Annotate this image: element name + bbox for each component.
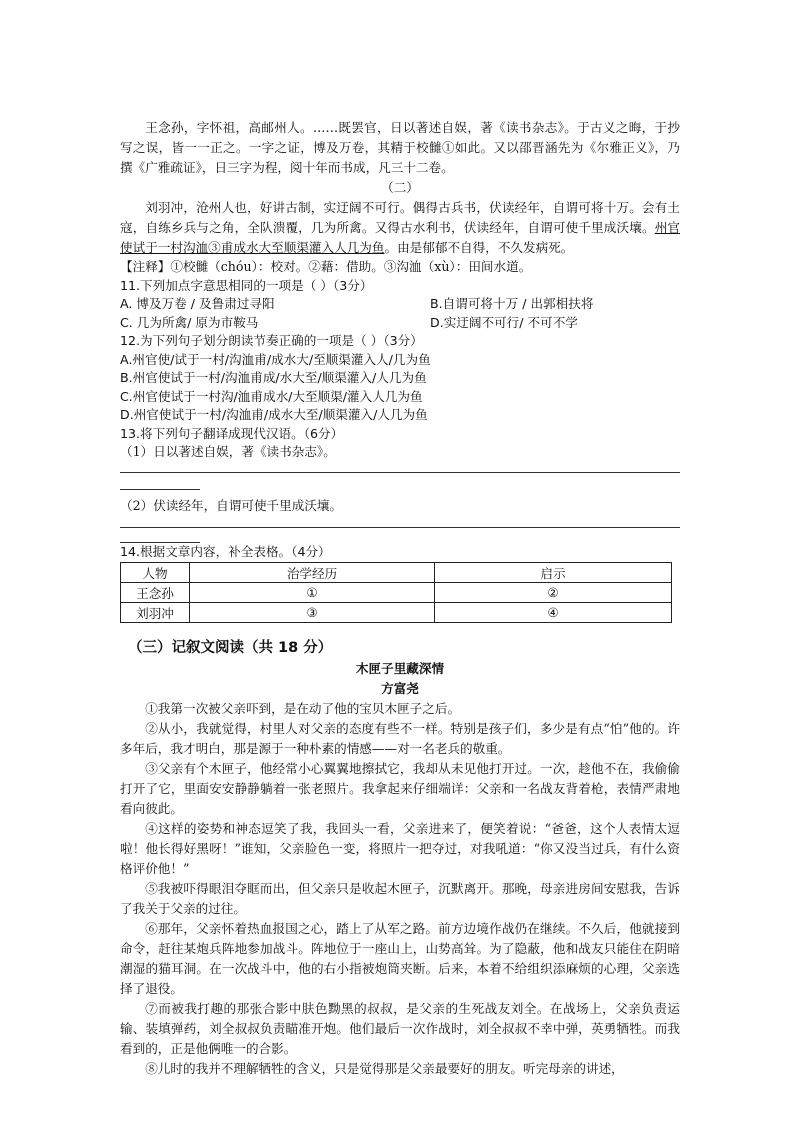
passage-2-text-a: 刘羽冲，沧州人也，好讲古制，实迂阔不可行。偶得古兵书，伏读经年，自谓可将十万。会有土寇，自练乡兵与之角，全队溃覆，几为所禽。又得古水利书，伏读经年，自谓可使千里成沃壤。	[120, 200, 680, 235]
question-11-options-cd	[120, 314, 680, 333]
q12-option-b: B.州官使试于一村/沟洫甫成/水大至/顺渠灌入/人几为鱼	[120, 370, 427, 385]
q12-option-a: A.州官使/试于一村/沟洫甫/成水大/至顺渠灌入人/几为鱼	[120, 351, 431, 367]
question-14-stem: 14.根据文章内容，补全表格。（4分）	[120, 544, 331, 559]
passage-2-heading: （二）	[381, 180, 419, 195]
table-cell-person: 刘羽冲	[121, 602, 190, 622]
question-11-options-ab	[120, 295, 680, 314]
q14-table	[120, 562, 672, 623]
q13-sentence-1: （1）日以著述自娱，著《读书杂志》。	[120, 444, 336, 459]
q11-option-a: A. 博及万卷 / 及鲁肃过寻阳	[120, 296, 275, 311]
passage-2-underlined-sentence: 州官使试于一村沟洫③甫成水大至顺渠灌入人几为鱼	[120, 220, 681, 255]
table-cell-blank[interactable]: ①	[190, 582, 435, 602]
story-paragraph: ⑦而被我打趣的那张合影中肤色黝黑的叔叔，是父亲的生死战友刘全。在战场上，父亲负责运输、装填弹药，刘全叔叔负责瞄准开炮。他们最后一次作战时，刘全叔叔不幸中弹，英勇牺牲。而我看到的，正是他俩唯一的合影。	[120, 1000, 680, 1056]
table-cell-person: 王念孙	[121, 582, 190, 602]
q11-option-c: C. 几为所禽/ 原为市鞍马	[120, 314, 259, 330]
table-cell-blank[interactable]: ④	[435, 602, 672, 622]
question-12-stem: 12.为下列句子划分朗读节奏正确的一项是（ ）（3分）	[120, 333, 423, 348]
passage-2	[120, 198, 680, 258]
question-13-stem: 13.将下列句子翻译成现代汉语。（6分）	[120, 425, 344, 441]
story-paragraph: ⑧儿时的我并不理解牺牲的含义，只是觉得那是父亲最要好的朋友。听完母亲的讲述，	[145, 1060, 624, 1076]
table-cell-blank[interactable]: ③	[190, 602, 435, 622]
story-paragraph: ②从小，我就觉得，村里人对父亲的态度有些不一样。特别是孩子们，多少是有点“怕”他的。许多年后，我才明白，那是源于一种朴素的情感——对一名老兵的敬重。	[120, 720, 680, 756]
table-row	[121, 602, 672, 622]
story-author: 方富尧	[381, 680, 419, 696]
table-header-insight: 启示	[435, 562, 672, 582]
passage-2-text-b: 。由是郁郁不自得，不久发病死。	[384, 240, 574, 255]
q13-sentence-2: （2）伏读经年，自谓可使千里成沃壤。	[120, 497, 343, 513]
table-header-experience: 治学经历	[190, 562, 435, 582]
story-paragraph: ⑥那年，父亲怀着热血报国之心，踏上了从军之路。前方边境作战仍在继续。不久后，他就接到命令，赶往某炮兵阵地参加战斗。阵地位于一座山上，山势高耸。为了隐蔽，他和战友只能住在阴暗潮湿的猫耳洞。在一次战斗中，他的右小指被炮筒夹断。后来，本着不给组织添麻烦的心理，父亲选择了退役。	[120, 920, 680, 996]
q11-option-b: B.自谓可将十万 / 出郭相扶将	[430, 296, 594, 311]
exam-page	[120, 118, 680, 1079]
annotation-notes: 【注释】①校雠（chóu）：校对。②藉：借助。③沟洫（xù）：田间水道。	[120, 259, 532, 274]
story-title: 木匣子里藏深情	[355, 660, 445, 676]
story-paragraph: ④这样的姿势和神态逗笑了我，我回头一看，父亲进来了，便笑着说：“爸爸，这个人表情太逗啦！他长得好黑呀！”谁知，父亲脸色一变，将照片一把夺过，对我吼道：“你又没当过兵，有什么资格评价他！”	[120, 820, 680, 876]
passage-1: 王念孙，字怀祖，高邮州人。……既罢官，日以著述自娱，著《读书杂志》。于古义之晦，于抄写之误，皆一一正之。一字之证，博及万卷，其精于校雠①如此。又以邵晋涵先为《尔雅正义》，乃撰《广雅疏证》，日三字为程，阅十年而书成，凡三十二卷。	[120, 120, 680, 175]
section-3-heading: （三）记叙文阅读（共 18 分）	[128, 639, 333, 656]
story-paragraph: ①我第一次被父亲吓到，是在动了他的宝贝木匣子之后。	[145, 700, 461, 716]
q11-option-d: D.实迂阔不可行/ 不可不学	[430, 314, 578, 330]
q12-option-d: D.州官使试于一村/沟洫甫/成水大至/顺渠灌入/人几为鱼	[120, 407, 428, 422]
table-cell-blank[interactable]: ②	[435, 582, 672, 602]
story-paragraph: ⑤我被吓得眼泪夺眶而出，但父亲只是收起木匣子，沉默离开。那晚，母亲进房间安慰我，告诉了我关于父亲的过往。	[120, 880, 680, 916]
table-header-row	[121, 562, 672, 582]
table-row	[121, 582, 672, 602]
story-paragraph: ③父亲有个木匣子，他经常小心翼翼地擦拭它，我却从未见他打开过。一次，趁他不在，我偷偷打开了它，里面安安静静躺着一张老照片。我拿起来仔细端详：父亲和一名战友背着枪，表情严肃地看向彼此。	[120, 760, 680, 816]
table-header-person: 人物	[121, 562, 190, 582]
question-11-stem: 11.下列加点字意思相同的一项是（ ）（3分）	[120, 277, 373, 293]
q12-option-c: C.州官使试于一村沟/洫甫成水/大至顺渠/灌入人几为鱼	[120, 388, 423, 404]
